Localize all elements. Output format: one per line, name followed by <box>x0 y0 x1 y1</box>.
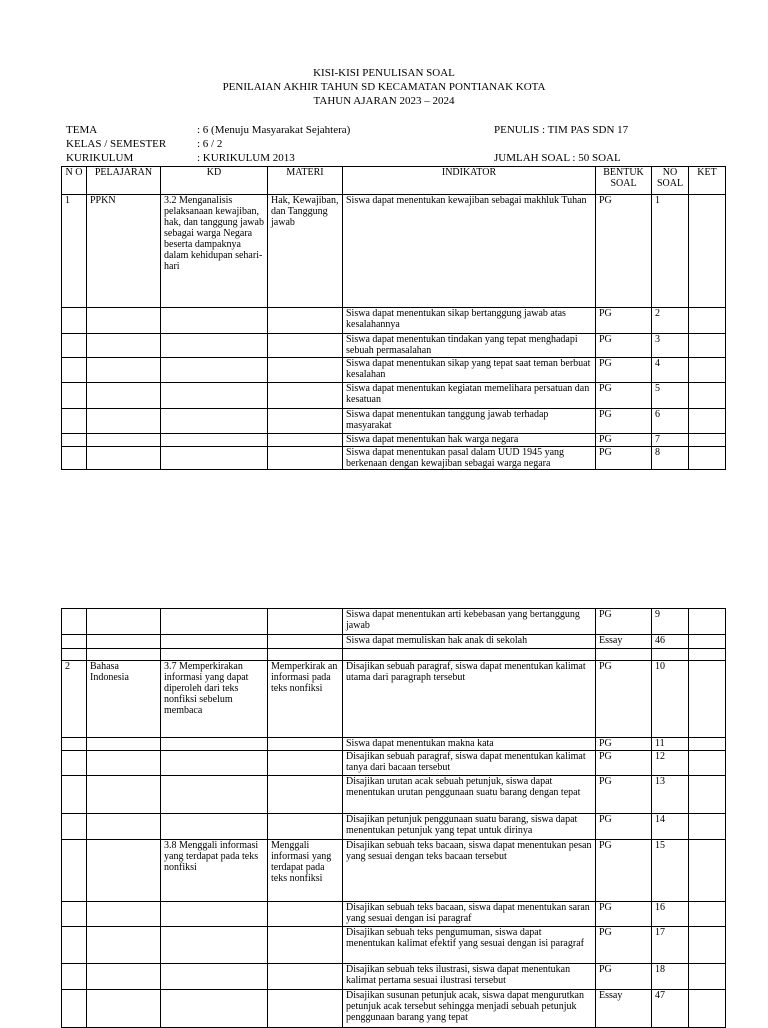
cell-indikator: Disajikan sebuah teks bacaan, siswa dapat menentukan pesan yang sesuai dengan teks bacaan tersebut <box>343 840 596 902</box>
cell-nosoal: 1 <box>652 195 689 308</box>
cell-nosoal: 5 <box>652 383 689 409</box>
cell-nosoal: 15 <box>652 840 689 902</box>
cell-bentuk: PG <box>596 964 652 990</box>
cell-materi <box>268 434 343 447</box>
cell-materi <box>268 927 343 964</box>
cell-pelajaran <box>87 635 161 649</box>
cell-kd <box>161 635 268 649</box>
cell-kd <box>161 409 268 434</box>
cell-kd <box>161 814 268 840</box>
tema-label: TEMA <box>66 124 98 136</box>
cell-pelajaran <box>87 751 161 776</box>
cell-indikator: Siswa dapat menentukan sikap yang tepat saat teman berbuat kesalahan <box>343 358 596 383</box>
cell-nosoal: 12 <box>652 751 689 776</box>
cell-materi <box>268 409 343 434</box>
cell-no: 1 <box>62 195 87 308</box>
cell-no <box>62 447 87 470</box>
kelas-value: : 6 / 2 <box>197 138 223 150</box>
cell-pelajaran <box>87 738 161 751</box>
cell-kd <box>161 964 268 990</box>
cell-ket <box>689 635 726 649</box>
cell-ket <box>689 927 726 964</box>
cell-indikator: Siswa dapat menentukan pasal dalam UUD 1945 yang berkenaan dengan kewajiban sebagai warga negara <box>343 447 596 470</box>
cell-materi <box>268 738 343 751</box>
cell-kd <box>161 751 268 776</box>
cell-ket <box>689 195 726 308</box>
table-row <box>62 964 726 990</box>
cell-bentuk: PG <box>596 195 652 308</box>
cell-pelajaran <box>87 609 161 635</box>
cell-kd <box>161 308 268 334</box>
cell-nosoal: 4 <box>652 358 689 383</box>
cell-ket <box>689 609 726 635</box>
cell-pelajaran: PPKN <box>87 195 161 308</box>
cell-no <box>62 334 87 358</box>
cell-kd <box>161 776 268 814</box>
cell-nosoal: 9 <box>652 609 689 635</box>
cell-pelajaran <box>87 334 161 358</box>
cell-indikator: Siswa dapat menentukan sikap bertanggung jawab atas kesalahannya <box>343 308 596 334</box>
penulis: PENULIS : TIM PAS SDN 17 <box>494 124 629 136</box>
kurikulum-value: : KURIKULUM 2013 <box>197 152 295 164</box>
cell-materi <box>268 308 343 334</box>
cell-materi <box>268 649 343 661</box>
cell-bentuk: PG <box>596 383 652 409</box>
cell-pelajaran <box>87 902 161 927</box>
table-row <box>62 840 726 902</box>
table-row <box>62 195 726 308</box>
cell-nosoal: 8 <box>652 447 689 470</box>
cell-indikator: Siswa dapat menentukan kewajiban sebagai makhluk Tuhan <box>343 195 596 308</box>
cell-pelajaran <box>87 964 161 990</box>
cell-kd: 3.2 Menganalisis pelaksanaan kewajiban, hak, dan tanggung jawab sebagai warga Negara beserta dampaknya dalam kehidupan sehari-hari <box>161 195 268 308</box>
cell-ket <box>689 738 726 751</box>
cell-pelajaran <box>87 383 161 409</box>
cell-materi <box>268 990 343 1028</box>
cell-no <box>62 738 87 751</box>
cell-pelajaran <box>87 409 161 434</box>
cell-bentuk: PG <box>596 738 652 751</box>
cell-pelajaran <box>87 840 161 902</box>
doc-subtitle: PENILAIAN AKHIR TAHUN SD KECAMATAN PONTIANAK KOTA <box>222 81 546 93</box>
cell-no <box>62 308 87 334</box>
col-kd: KD <box>161 167 268 195</box>
cell-kd <box>161 738 268 751</box>
cell-bentuk <box>596 649 652 661</box>
cell-indikator: Disajikan sebuah paragraf, siswa dapat menentukan kalimat tanya dari bacaan tersebut <box>343 751 596 776</box>
table-header-row <box>62 167 726 195</box>
cell-kd: 3.7 Memperkirakan informasi yang dapat diperoleh dari teks nonfiksi sebelum membaca <box>161 661 268 738</box>
cell-nosoal: 18 <box>652 964 689 990</box>
cell-ket <box>689 649 726 661</box>
cell-bentuk: PG <box>596 358 652 383</box>
cell-pelajaran <box>87 927 161 964</box>
cell-materi <box>268 635 343 649</box>
cell-materi <box>268 776 343 814</box>
kelas-label: KELAS / SEMESTER <box>66 138 167 150</box>
cell-bentuk: PG <box>596 927 652 964</box>
cell-indikator: Siswa dapat menentukan tindakan yang tepat menghadapi sebuah permasalahan <box>343 334 596 358</box>
cell-ket <box>689 308 726 334</box>
cell-no <box>62 635 87 649</box>
cell-pelajaran <box>87 649 161 661</box>
table-row <box>62 649 726 661</box>
table-row <box>62 447 726 470</box>
table-row <box>62 661 726 738</box>
col-bentuk: BENTUK SOAL <box>596 167 652 195</box>
cell-kd <box>161 927 268 964</box>
cell-bentuk: PG <box>596 814 652 840</box>
cell-indikator: Siswa dapat menentukan arti kebebasan yang bertanggung jawab <box>343 609 596 635</box>
cell-no <box>62 964 87 990</box>
cell-nosoal: 17 <box>652 927 689 964</box>
cell-kd <box>161 990 268 1028</box>
kurikulum-label: KURIKULUM <box>66 152 134 164</box>
cell-no <box>62 814 87 840</box>
cell-indikator: Disajikan susunan petunjuk acak, siswa dapat mengurutkan petunjuk acak tersebut sehingga menjadi sebuah petunjuk penggunaan barang yang tepat <box>343 990 596 1028</box>
cell-ket <box>689 964 726 990</box>
cell-ket <box>689 334 726 358</box>
cell-nosoal: 3 <box>652 334 689 358</box>
cell-bentuk: PG <box>596 334 652 358</box>
cell-no <box>62 990 87 1028</box>
cell-kd <box>161 383 268 409</box>
cell-ket <box>689 447 726 470</box>
cell-bentuk: PG <box>596 776 652 814</box>
cell-pelajaran: Bahasa Indonesia <box>87 661 161 738</box>
kisi-table-page1 <box>61 166 726 470</box>
cell-no <box>62 434 87 447</box>
cell-pelajaran <box>87 776 161 814</box>
table-row <box>62 308 726 334</box>
cell-no <box>62 383 87 409</box>
cell-no <box>62 409 87 434</box>
cell-nosoal: 16 <box>652 902 689 927</box>
cell-indikator: Disajikan sebuah teks ilustrasi, siswa dapat menentukan kalimat pertama sesuai ilustrasi tersebut <box>343 964 596 990</box>
cell-bentuk: Essay <box>596 990 652 1028</box>
col-materi: MATERI <box>268 167 343 195</box>
cell-indikator: Disajikan sebuah teks bacaan, siswa dapat menentukan saran yang sesuai dengan isi paragraf <box>343 902 596 927</box>
cell-bentuk: PG <box>596 434 652 447</box>
cell-nosoal: 10 <box>652 661 689 738</box>
cell-nosoal: 11 <box>652 738 689 751</box>
cell-no <box>62 358 87 383</box>
cell-no <box>62 649 87 661</box>
cell-indikator <box>343 649 596 661</box>
kisi-table-page2 <box>61 608 726 1028</box>
cell-ket <box>689 434 726 447</box>
table-row <box>62 609 726 635</box>
cell-no <box>62 902 87 927</box>
table-row <box>62 990 726 1028</box>
cell-materi <box>268 814 343 840</box>
cell-kd <box>161 434 268 447</box>
cell-materi: Memperkirak an informasi pada teks nonfiksi <box>268 661 343 738</box>
doc-title: KISI-KISI PENULISAN SOAL <box>313 67 455 79</box>
cell-nosoal: 46 <box>652 635 689 649</box>
cell-kd: 3.8 Menggali informasi yang terdapat pada teks nonfiksi <box>161 840 268 902</box>
cell-indikator: Siswa dapat menentukan hak warga negara <box>343 434 596 447</box>
cell-kd <box>161 649 268 661</box>
cell-indikator: Disajikan petunjuk penggunaan suatu barang, siswa dapat menentukan petunjuk yang tepat untuk dirinya <box>343 814 596 840</box>
cell-bentuk: Essay <box>596 635 652 649</box>
cell-nosoal: 6 <box>652 409 689 434</box>
cell-bentuk: PG <box>596 751 652 776</box>
cell-bentuk: PG <box>596 661 652 738</box>
table-row <box>62 358 726 383</box>
cell-no <box>62 927 87 964</box>
cell-ket <box>689 661 726 738</box>
cell-nosoal <box>652 649 689 661</box>
cell-bentuk: PG <box>596 409 652 434</box>
cell-kd <box>161 609 268 635</box>
cell-pelajaran <box>87 434 161 447</box>
cell-pelajaran <box>87 990 161 1028</box>
cell-materi <box>268 609 343 635</box>
cell-bentuk: PG <box>596 308 652 334</box>
cell-materi <box>268 964 343 990</box>
cell-materi: Hak, Kewajiban, dan Tanggung jawab <box>268 195 343 308</box>
col-pelajaran: PELAJARAN <box>87 167 161 195</box>
table-row <box>62 738 726 751</box>
cell-ket <box>689 358 726 383</box>
jumlah-soal: JUMLAH SOAL : 50 SOAL <box>494 152 621 164</box>
cell-materi <box>268 383 343 409</box>
cell-kd <box>161 358 268 383</box>
table-row <box>62 434 726 447</box>
table-row <box>62 751 726 776</box>
cell-no <box>62 609 87 635</box>
cell-no <box>62 840 87 902</box>
cell-indikator: Disajikan sebuah paragraf, siswa dapat menentukan kalimat utama dari paragraph tersebut <box>343 661 596 738</box>
table-row <box>62 334 726 358</box>
cell-materi <box>268 902 343 927</box>
cell-bentuk: PG <box>596 447 652 470</box>
cell-indikator: Disajikan urutan acak sebuah petunjuk, siswa dapat menentukan urutan penggunaan suatu barang dengan tepat <box>343 776 596 814</box>
cell-indikator: Siswa dapat menentukan makna kata <box>343 738 596 751</box>
cell-pelajaran <box>87 447 161 470</box>
col-no: N O <box>62 167 87 195</box>
cell-kd <box>161 902 268 927</box>
cell-nosoal: 47 <box>652 990 689 1028</box>
col-nosoal: NO SOAL <box>652 167 689 195</box>
cell-materi: Menggali informasi yang terdapat pada teks nonfiksi <box>268 840 343 902</box>
cell-materi <box>268 334 343 358</box>
cell-materi <box>268 447 343 470</box>
cell-ket <box>689 814 726 840</box>
table-row <box>62 409 726 434</box>
cell-indikator: Siswa dapat menentukan tanggung jawab terhadap masyarakat <box>343 409 596 434</box>
cell-nosoal: 13 <box>652 776 689 814</box>
cell-nosoal: 7 <box>652 434 689 447</box>
cell-kd <box>161 447 268 470</box>
cell-pelajaran <box>87 308 161 334</box>
cell-no <box>62 751 87 776</box>
cell-pelajaran <box>87 814 161 840</box>
cell-indikator: Siswa dapat menentukan kegiatan memelihara persatuan dan kesatuan <box>343 383 596 409</box>
cell-ket <box>689 902 726 927</box>
cell-bentuk: PG <box>596 902 652 927</box>
cell-bentuk: PG <box>596 840 652 902</box>
col-indikator: INDIKATOR <box>343 167 596 195</box>
cell-nosoal: 2 <box>652 308 689 334</box>
cell-materi <box>268 358 343 383</box>
cell-ket <box>689 776 726 814</box>
doc-year: TAHUN AJARAN 2023 – 2024 <box>313 95 455 107</box>
cell-kd <box>161 334 268 358</box>
table-row <box>62 383 726 409</box>
cell-no <box>62 776 87 814</box>
table-row <box>62 776 726 814</box>
table-row <box>62 635 726 649</box>
table-row <box>62 927 726 964</box>
cell-no: 2 <box>62 661 87 738</box>
table-row <box>62 814 726 840</box>
cell-nosoal: 14 <box>652 814 689 840</box>
cell-ket <box>689 751 726 776</box>
cell-ket <box>689 840 726 902</box>
cell-pelajaran <box>87 358 161 383</box>
cell-bentuk: PG <box>596 609 652 635</box>
cell-indikator: Siswa dapat memuliskan hak anak di sekolah <box>343 635 596 649</box>
table-row <box>62 902 726 927</box>
cell-ket <box>689 990 726 1028</box>
cell-indikator: Disajikan sebuah teks pengumuman, siswa dapat menentukan kalimat efektif yang sesuai dengan isi paragraf <box>343 927 596 964</box>
col-ket: KET <box>689 167 726 195</box>
cell-ket <box>689 409 726 434</box>
tema-value: : 6 (Menuju Masyarakat Sejahtera) <box>197 124 351 136</box>
cell-materi <box>268 751 343 776</box>
cell-ket <box>689 383 726 409</box>
